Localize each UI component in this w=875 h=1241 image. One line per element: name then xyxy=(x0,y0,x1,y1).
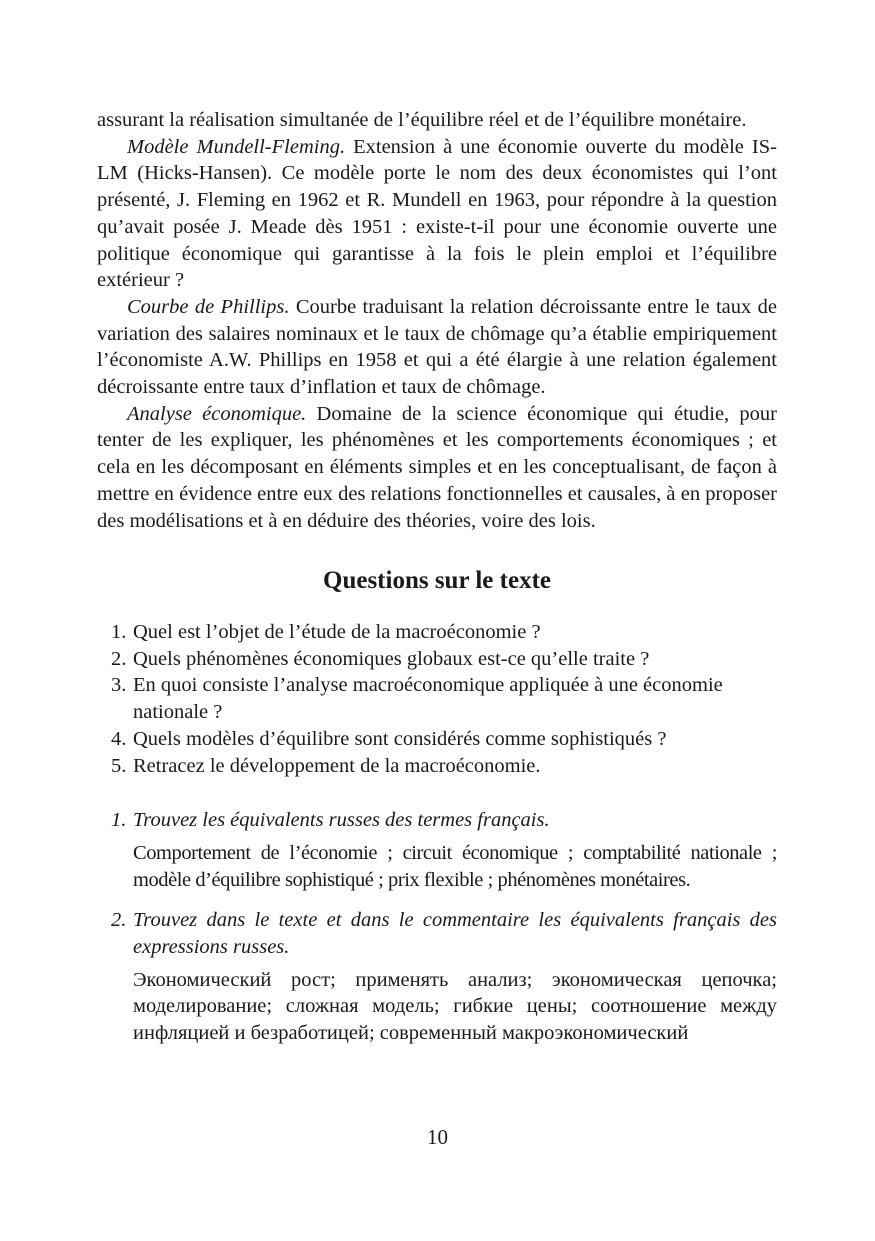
page-content xyxy=(97,107,777,1047)
question-text: Quel est l’objet de l’étude de la macroéconomie ? xyxy=(133,621,541,643)
exercise-1 xyxy=(97,807,777,893)
exercise-instruction: Trouvez dans le texte et dans le commentaire les équivalents français des expressions russes. xyxy=(133,909,777,959)
exercise-number: 1. xyxy=(111,809,127,832)
question-number: 1. xyxy=(111,621,127,643)
definition-term: Courbe de Phillips. xyxy=(127,295,290,318)
exercise-body: Экономический рост; применять анализ; экономическая цепочка; моделирование; сложная модель; гибкие цены; соотношение между инфляцией и безработицей; современный макроэкономический xyxy=(133,968,777,1045)
question-text: Quels modèles d’équilibre sont considérés comme sophistiqués ? xyxy=(133,727,667,750)
definition-mundell-fleming xyxy=(97,134,777,294)
question-number: 3. xyxy=(111,674,127,697)
exercise-title xyxy=(97,907,777,960)
question-item xyxy=(97,672,777,725)
exercise-instruction: Trouvez les équivalents russes des termes français. xyxy=(133,809,550,832)
question-item xyxy=(97,726,777,753)
question-item xyxy=(97,646,777,673)
definition-term: Modèle Mundell-Fleming. xyxy=(127,135,346,158)
exercise-2 xyxy=(97,907,777,1047)
question-item xyxy=(97,619,777,646)
question-item xyxy=(97,753,777,780)
question-number: 5. xyxy=(111,754,127,777)
definition-term: Analyse économique. xyxy=(127,402,307,425)
question-number: 4. xyxy=(111,727,127,750)
definition-text: Domaine de la science économique qui étudie, pour tenter de les expliquer, les phénomènes et les comportements économiques ; et cela en les décomposant en éléments simples et en les conceptualisant, de façon à mettre en évidence entre eux des relations fonctionnelles et causales, à en proposer des modélisations et à en déduire des théories, voire des lois. xyxy=(97,402,777,532)
questions-list xyxy=(97,619,777,779)
question-number: 2. xyxy=(111,647,127,670)
exercise-body: Comportement de l’économie ; circuit économique ; comptabilité nationale ; modèle d’équilibre sophistiqué ; prix flexible ; phénomènes monétaires. xyxy=(133,841,777,891)
question-text: Quels phénomènes économiques globaux est-ce qu’elle traite ? xyxy=(133,647,650,670)
definition-phillips-curve xyxy=(97,294,777,401)
definition-text: Extension à une économie ouverte du modèle IS-LM (Hicks-Hansen). Ce modèle porte le nom des deux économistes qui l’ont présenté, J. Fleming en 1962 et R. Mundell en 1963, pour répondre à la question qu’avait posée J. Meade dès 1951 : existe-t-il pour une économie ouverte une politique économique qui garantisse à la fois le plein emploi et l’équilibre extérieur ? xyxy=(97,135,777,292)
definition-text: Courbe traduisant la relation décroissante entre le taux de variation des salaires nominaux et le taux de chômage qu’a établie empiriquement l’économiste A.W. Phillips en 1958 et qui a été élargie à une relation également décroissante entre taux d’inflation et taux de chômage. xyxy=(97,295,777,399)
exercise-title xyxy=(97,807,777,834)
question-text: Retracez le développement de la macroéconomie. xyxy=(133,754,541,777)
question-text: En quoi consiste l’analyse macroéconomique appliquée à une économie nationale ? xyxy=(133,674,723,724)
page-number: 10 xyxy=(427,1125,448,1149)
paragraph-text: assurant la réalisation simultanée de l’équilibre réel et de l’équilibre monétaire. xyxy=(97,109,747,131)
definition-economic-analysis xyxy=(97,401,777,535)
exercise-number: 2. xyxy=(111,909,127,932)
paragraph-continuation xyxy=(97,107,777,134)
section-heading: Questions sur le texte xyxy=(323,567,551,595)
